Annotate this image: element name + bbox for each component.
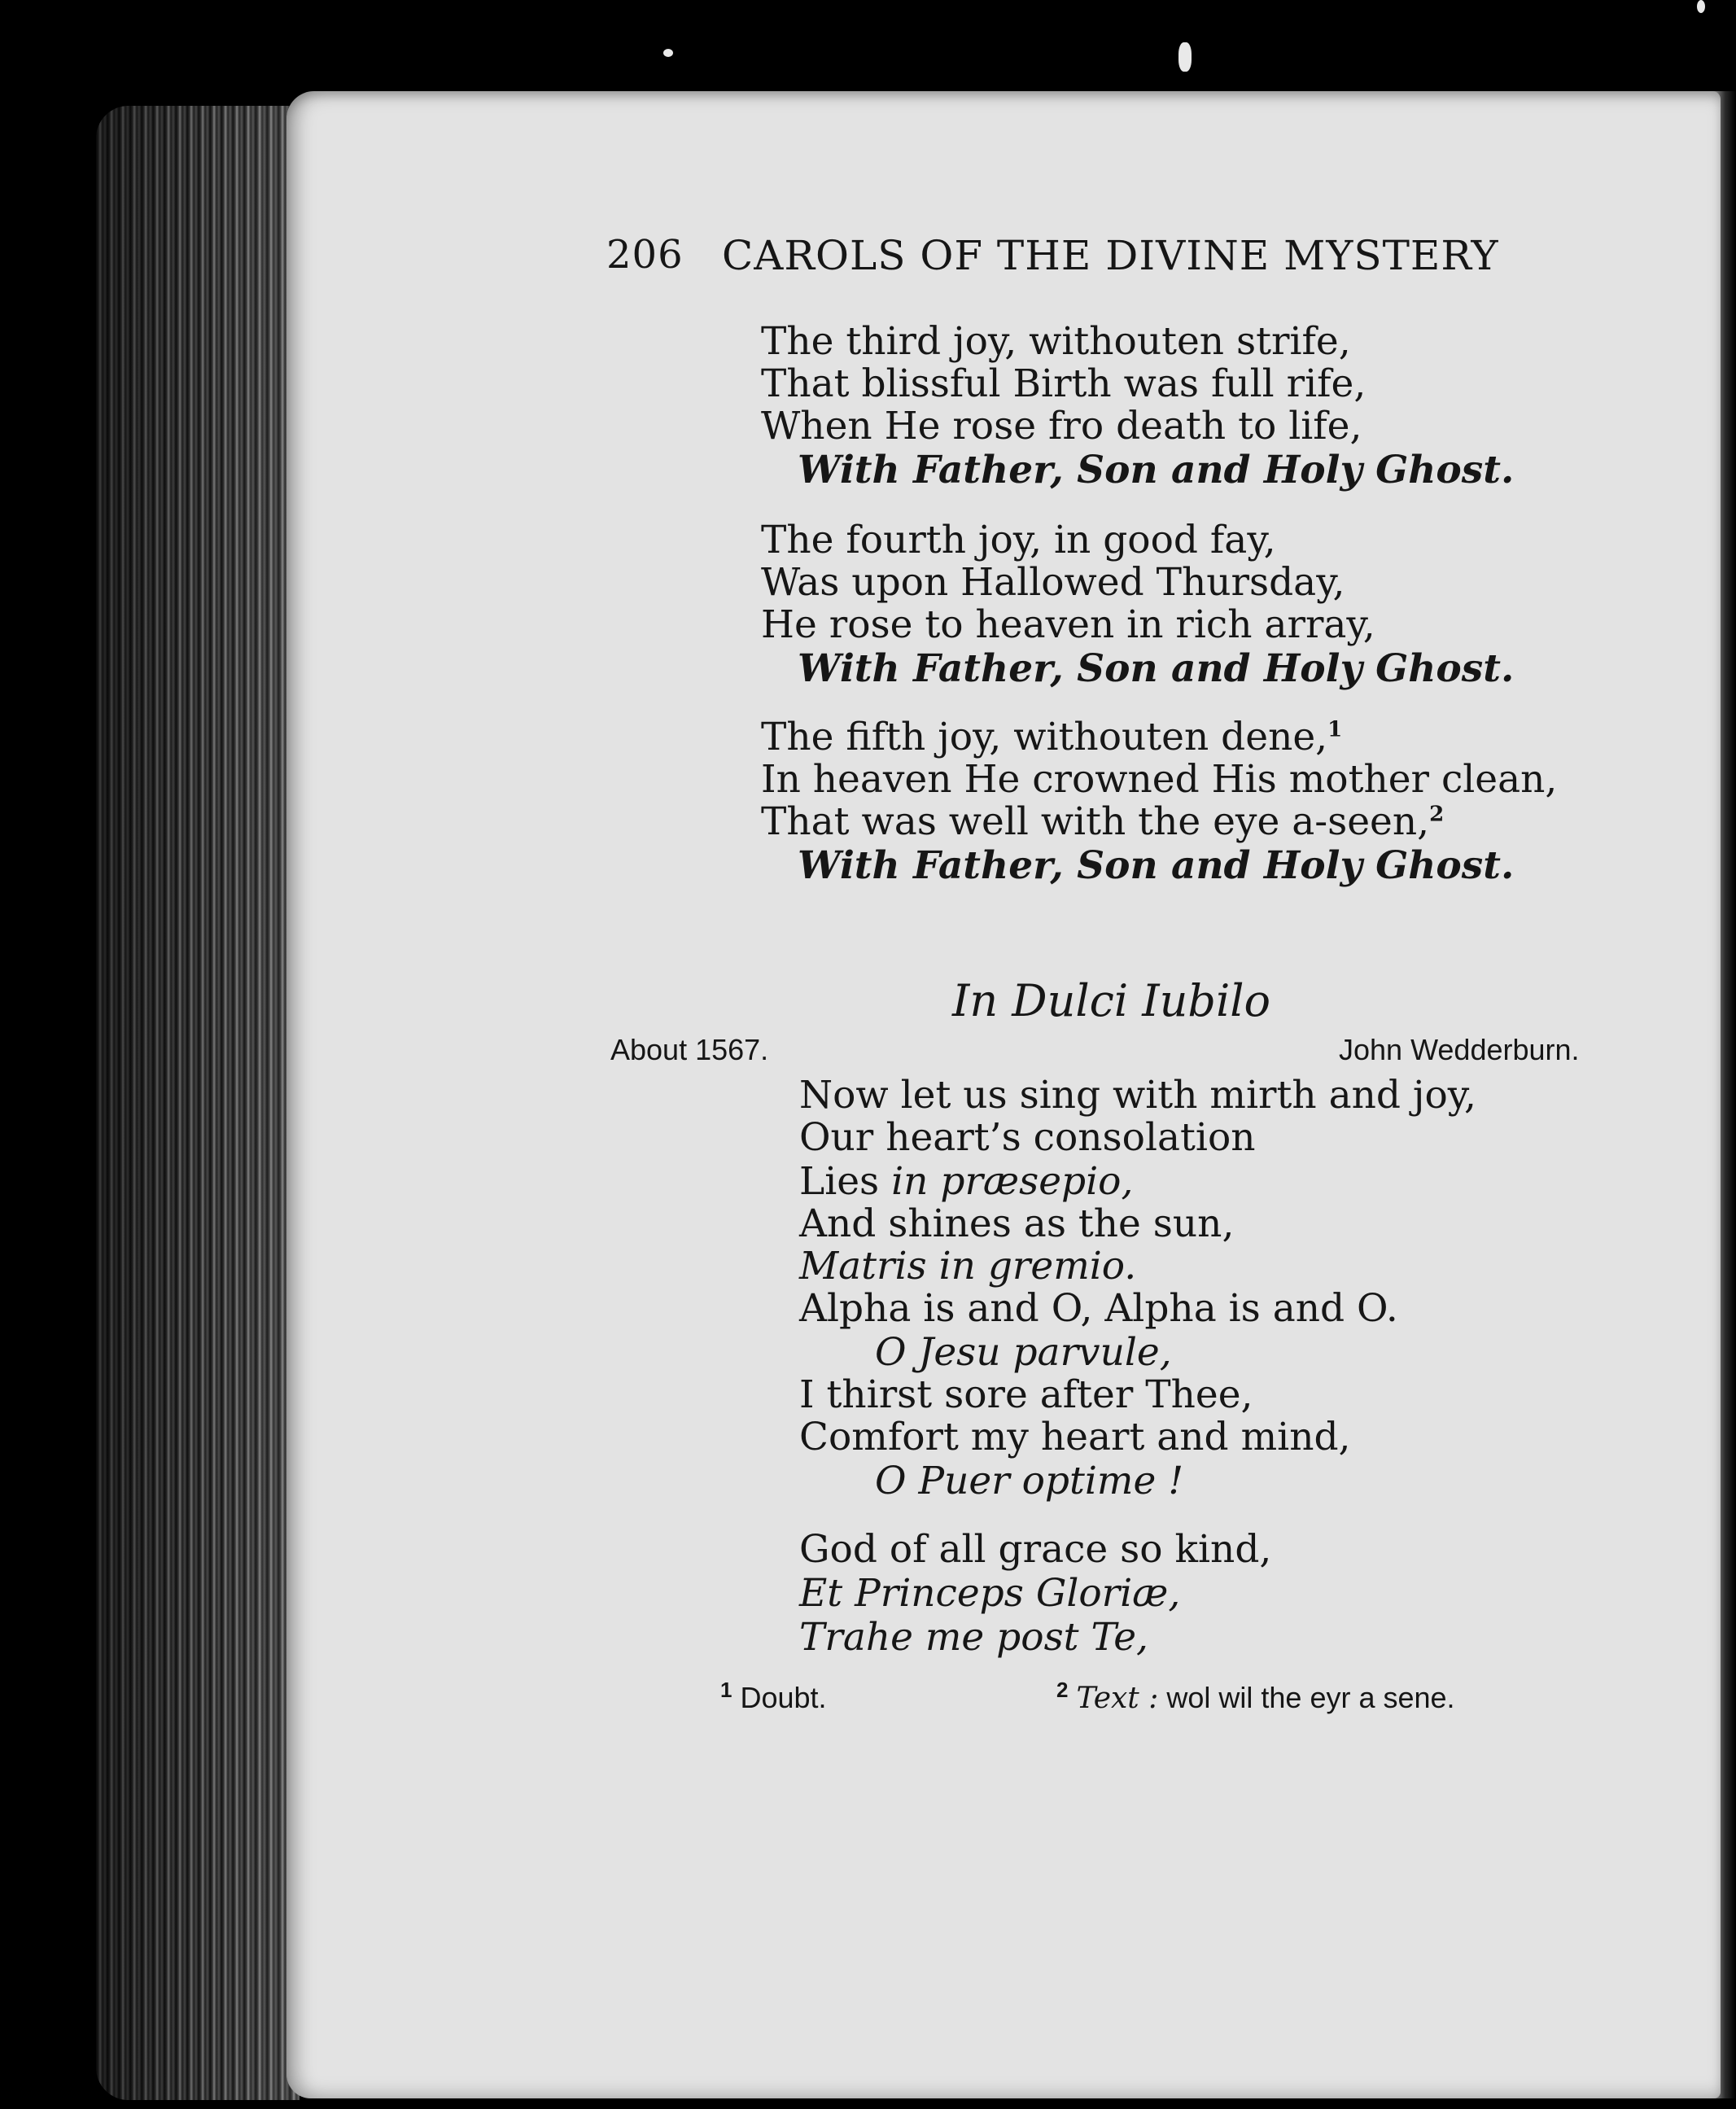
stanza-1-line-2: That blissful Birth was full rife,: [761, 361, 1366, 406]
verse-1-line-5: Matris in gremio.: [799, 1244, 1137, 1289]
verse-2-line-1: God of all grace so kind,: [799, 1527, 1272, 1572]
footnote-1-text: Doubt.: [740, 1681, 827, 1714]
footnote-2-mark: 2: [1056, 1678, 1069, 1702]
stanza-3-line-3: [761, 799, 1444, 845]
stanza-3-line-2: In heaven He crowned His mother clean,: [761, 757, 1558, 802]
footnote-2-label: Text :: [1076, 1682, 1159, 1715]
verse-1-line-1: Now let us sing with mirth and joy,: [799, 1073, 1477, 1118]
carol-author: John Wedderburn.: [1339, 1033, 1580, 1066]
stanza-2-refrain: With Father, Son and Holy Ghost.: [798, 646, 1515, 691]
verse-1-line-9: Comfort my heart and mind,: [799, 1415, 1351, 1459]
verse-1-line-3-roman: Lies: [799, 1159, 892, 1204]
verse-1-line-6: Alpha is and O, Alpha is and O.: [799, 1286, 1398, 1331]
verse-2-line-2: Et Princeps Gloriæ,: [799, 1571, 1181, 1616]
dust-speck: [1697, 0, 1705, 13]
book-edge-shadow: [96, 106, 300, 2100]
verse-1-line-10: O Puer optime !: [875, 1459, 1184, 1503]
verse-1-line-3: [799, 1159, 1133, 1205]
footnote-2: [1056, 1675, 1455, 1722]
stanza-1-refrain: With Father, Son and Holy Ghost.: [798, 448, 1515, 492]
stanza-3-line-1-text: The fifth joy, withouten dene,: [761, 715, 1328, 759]
running-header: [606, 232, 1502, 289]
stanza-3-line-1: [761, 715, 1342, 760]
running-title: CAROLS OF THE DIVINE MYSTERY: [722, 232, 1499, 279]
stanza-3-refrain: With Father, Son and Holy Ghost.: [798, 843, 1515, 888]
verse-1-line-3-latin: in præsepio,: [891, 1159, 1134, 1204]
stanza-2-line-1: The fourth joy, in good fay,: [761, 518, 1276, 562]
verse-1-line-8: I thirst sore after Thee,: [799, 1372, 1253, 1417]
carol-date: About 1567.: [610, 1033, 769, 1066]
stanza-1-line-1: The third joy, withouten strife,: [761, 319, 1351, 364]
stanza-2-line-3: He rose to heaven in rich array,: [761, 602, 1375, 647]
footnote-1: [720, 1675, 827, 1721]
footnote-1-mark: 1: [720, 1678, 732, 1702]
footnote-2-text: wol wil the eyr a sene.: [1166, 1681, 1455, 1714]
dust-speck: [663, 49, 673, 57]
stanza-1-line-3: When He rose fro death to life,: [761, 404, 1362, 448]
verse-1-line-2: Our heart’s consolation: [799, 1115, 1256, 1160]
page-number: 206: [606, 232, 684, 278]
footnote-ref-1: 1: [1327, 717, 1343, 742]
stanza-3-line-3-text: That was well with the eye a-seen,: [761, 799, 1430, 844]
dust-speck: [1178, 42, 1192, 72]
footnote-ref-2: 2: [1429, 802, 1445, 827]
verse-2-line-3: Trahe me post Te,: [799, 1615, 1148, 1660]
verse-1-line-4: And shines as the sun,: [799, 1201, 1235, 1246]
verse-1-line-7: O Jesu parvule,: [875, 1330, 1172, 1375]
carol-title: In Dulci Iubilo: [952, 975, 1271, 1026]
stanza-2-line-2: Was upon Hallowed Thursday,: [761, 560, 1345, 605]
